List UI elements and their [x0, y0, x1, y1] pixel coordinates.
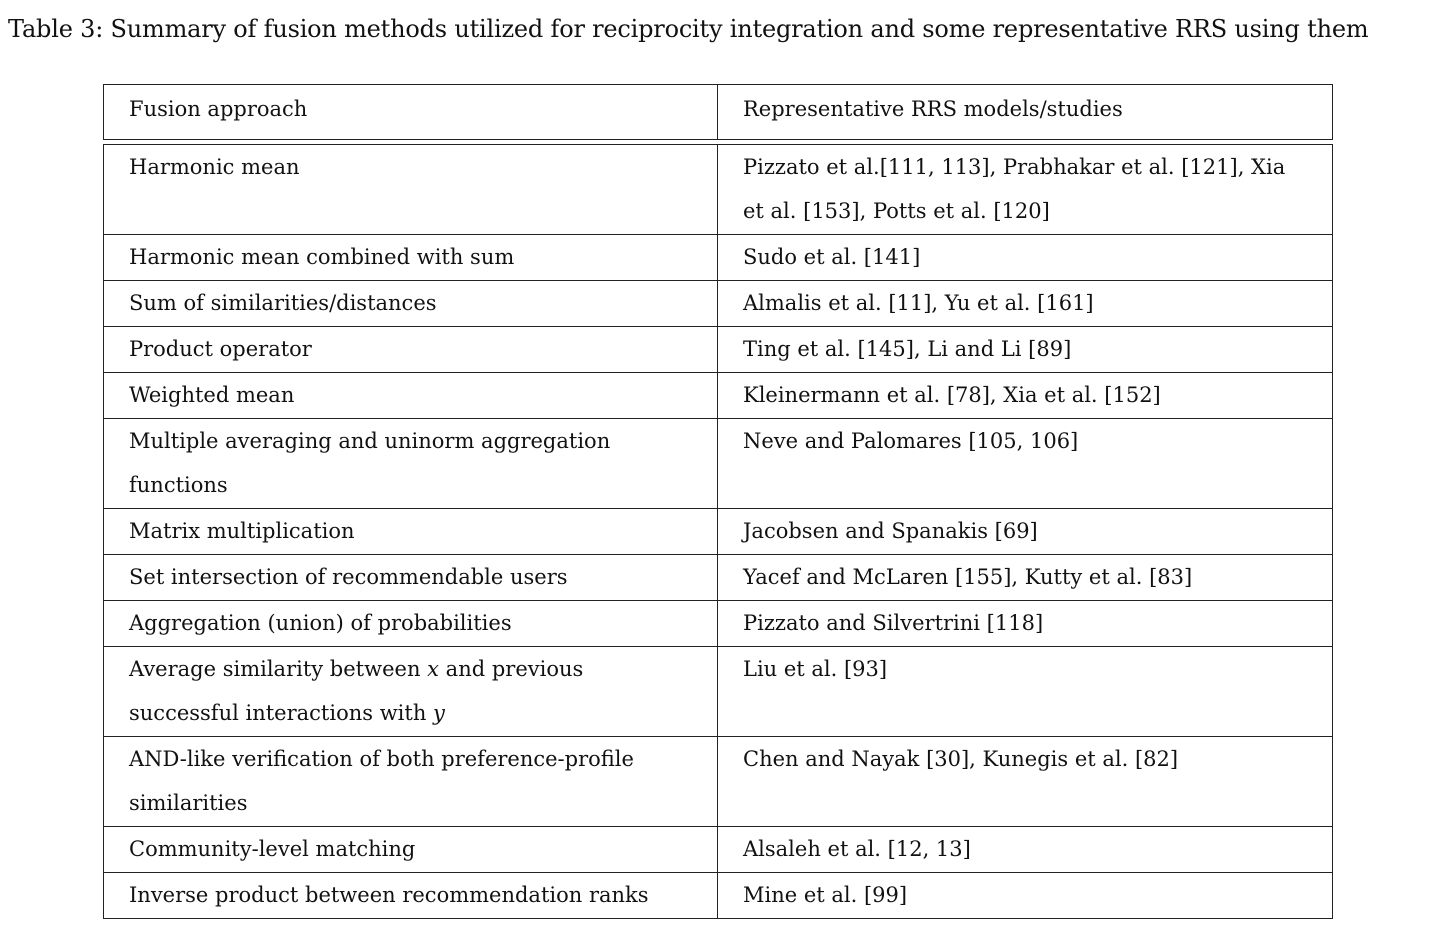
table-row — [104, 327, 1333, 373]
approach-text: Average similarity between — [129, 657, 428, 681]
table-row — [104, 647, 1333, 737]
fusion-approach-cell: Community-level matching — [104, 827, 718, 873]
studies-cell: Almalis et al. [11], Yu et al. [161] — [718, 281, 1333, 327]
studies-cell: Jacobsen and Spanakis [69] — [718, 509, 1333, 555]
fusion-approach-cell: Sum of similarities/distances — [104, 281, 718, 327]
fusion-approach-cell: Matrix multiplication — [104, 509, 718, 555]
table-row — [104, 235, 1333, 281]
studies-cell: Ting et al. [145], Li and Li [89] — [718, 327, 1333, 373]
fusion-approach-cell: AND-like verification of both preference-profile similarities — [104, 737, 718, 827]
table-header — [104, 85, 1333, 145]
studies-cell: Chen and Nayak [30], Kunegis et al. [82] — [718, 737, 1333, 827]
table-body — [104, 145, 1333, 919]
fusion-approach-cell: Harmonic mean — [104, 145, 718, 235]
variable-x: x — [427, 657, 439, 681]
variable-y: y — [433, 701, 445, 725]
table-row — [104, 873, 1333, 919]
studies-cell: Neve and Palomares [105, 106] — [718, 419, 1333, 509]
fusion-methods-table — [103, 84, 1333, 919]
table-row — [104, 419, 1333, 509]
table-row — [104, 145, 1333, 235]
fusion-methods-table-container — [103, 84, 1332, 919]
studies-cell: Pizzato et al.[111, 113], Prabhakar et al. [121], Xia et al. [153], Potts et al. [120] — [718, 145, 1333, 235]
fusion-approach-cell: Set intersection of recommendable users — [104, 555, 718, 601]
header-representative-studies: Representative RRS models/studies — [718, 85, 1333, 140]
approach-text: and previous successful interactions with — [129, 657, 584, 725]
table-row — [104, 509, 1333, 555]
fusion-approach-cell: Aggregation (union) of probabilities — [104, 601, 718, 647]
studies-cell: Sudo et al. [141] — [718, 235, 1333, 281]
table-row — [104, 555, 1333, 601]
table-row — [104, 601, 1333, 647]
studies-cell: Mine et al. [99] — [718, 873, 1333, 919]
fusion-approach-cell: Product operator — [104, 327, 718, 373]
fusion-approach-cell: Harmonic mean combined with sum — [104, 235, 718, 281]
studies-cell: Pizzato and Silvertrini [118] — [718, 601, 1333, 647]
fusion-approach-cell: Weighted mean — [104, 373, 718, 419]
studies-cell: Kleinermann et al. [78], Xia et al. [152] — [718, 373, 1333, 419]
table-row — [104, 737, 1333, 827]
table-caption: Table 3: Summary of fusion methods utilized for reciprocity integration and some representative RRS using them — [8, 15, 1369, 43]
studies-cell: Liu et al. [93] — [718, 647, 1333, 737]
fusion-approach-cell: Multiple averaging and uninorm aggregation functions — [104, 419, 718, 509]
header-fusion-approach: Fusion approach — [104, 85, 718, 140]
studies-cell: Yacef and McLaren [155], Kutty et al. [83] — [718, 555, 1333, 601]
header-row — [104, 85, 1333, 140]
table-row — [104, 281, 1333, 327]
fusion-approach-cell — [104, 647, 718, 737]
table-row — [104, 373, 1333, 419]
fusion-approach-cell: Inverse product between recommendation ranks — [104, 873, 718, 919]
table-row — [104, 827, 1333, 873]
studies-cell: Alsaleh et al. [12, 13] — [718, 827, 1333, 873]
